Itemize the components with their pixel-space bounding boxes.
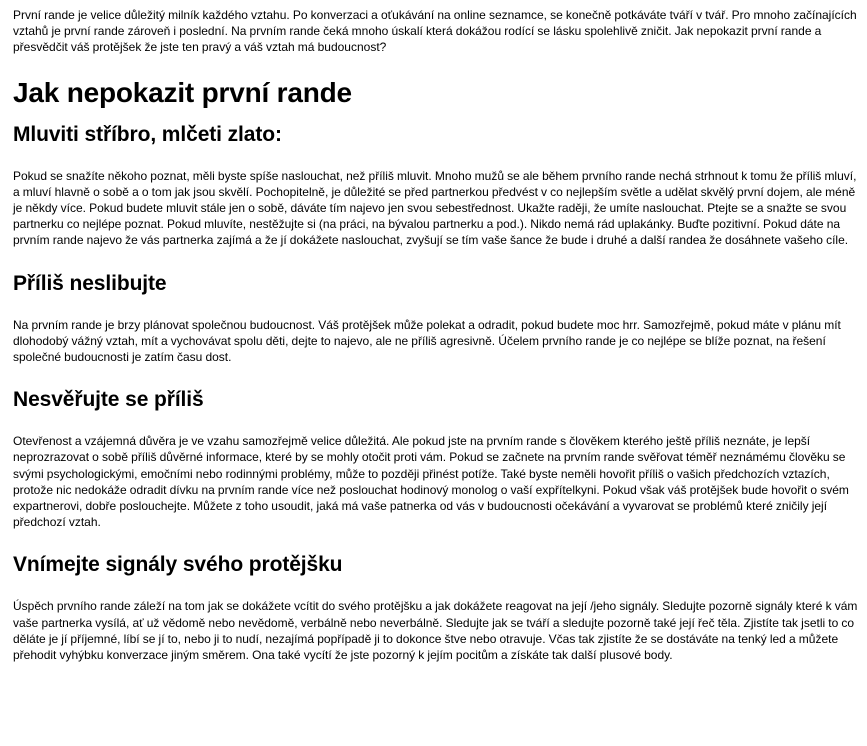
intro-paragraph: První rande je velice důležitý milník každého vztahu. Po konverzaci a oťukávání na online seznamce, se konečně potkáváte tváří v tvář. Pro mnoho začínajících vztahů je první rande zároveň i poslední. Na prvním rande čeká mnoho úskalí která dokážou rodící se lásku spolehlivě zničit. Jak nepokazit první rande a přesvědčit váš protějšek že jste ten pravý a váš vztah má budoucnost? bbox=[13, 8, 857, 55]
section-paragraph: Na prvním rande je brzy plánovat společnou budoucnost. Váš protějšek může polekat a odradit, pokud budete moc hrr. Samozřejmě, pokud máte v plánu mít dlohodobý vážný vztah, mít a vychovávat spolu děti, dejte to najevo, ale ne příliš agresivně. Účelem prvního rande je co nejlépe se blíže poznat, na řešení společné budoucnosti je zatím času dost. bbox=[13, 317, 841, 365]
section-confiding bbox=[13, 387, 859, 530]
section-heading: Mluviti stříbro, mlčeti zlato: bbox=[13, 122, 282, 146]
section-signals bbox=[13, 552, 859, 663]
section-heading: Příliš neslibujte bbox=[13, 271, 167, 295]
section-listening bbox=[13, 122, 859, 249]
section-promises bbox=[13, 271, 859, 366]
page-title: Jak nepokazit první rande bbox=[13, 76, 352, 108]
section-paragraph: Úspěch prvního rande záleží na tom jak se dokážete vcítit do svého protějšku a jak dokážete reagovat na její /jeho signály. Sledujte pozorně signály které k vám vaše partnerka vysílá, ať už vědomě nebo nevědomě, verbálně nebo neverbálně. Sledujte jak se tváří a sledujte pozorně také její řeč těla. Zjistíte tak jsetli to co děláte je jí příjemné, líbí se jí to, nebo ji to nudí, nezajímá popřípadě ji to dokonce štve nebo otravuje. Včas tak zjistíte že se dostáváte na tenký led a můžete přehodit vyhýbku konverzace jiným směrem. Ona také vycítí že jste pozorný k jejím pocitům a získáte tak další plusové body. bbox=[13, 599, 858, 663]
section-paragraph: Otevřenost a vzájemná důvěra je ve vzahu samozřejmě velice důležitá. Ale pokud jste na prvním rande s člověkem kterého ještě příliš neznáte, je lepší neprozrazovat o sobě příliš důvěrné informace, které by se mohly otočit proti vám. Pokud se začnete na prvním rande svěřovat téměř neznámému člověku se svými psychologickými, emočními nebo rodinnými problémy, může to později přinést potíže. Také byste neměli hovořit příliš o vašich předchozích vztazích, protože nic nedokáže odradit dívku na prvním rande více než poslouchat hodinový monolog o vaší expřítelkyni. Pokud však váš protějšek bude hovořit o svém expartnerovi, dobře poslouchejte. Můžete z toho usoudit, jaká má vaše patnerka od vás v budoucnosti očekávání a vyvarovat se problémů které zničily její předchozí vztah. bbox=[13, 434, 849, 530]
section-heading: Vnímejte signály svého protějšku bbox=[13, 553, 343, 577]
section-paragraph: Pokud se snažíte někoho poznat, měli byste spíše naslouchat, než příliš mluvit. Mnoho mužů se ale během prvního rande nechá strhnout k tomu že příliš mluví, a mluví hlavně o sobě a o tom jak jsou skvělí. Pochopitelně, je důležité se před partnerkou předvést v co nejlepším světle a udělat skvělý první dojem, ale méně je někdy více. Pokud budete mluvit stále jen o sobě, dáváte tím najevo jen svou sebestřednost. Ukažte raději, že umíte naslouchat. Ptejte se a snažte se svou partnerku co nejlépe poznat. Pokud mluvíte, nestěžujte si (na práci, na bývalou partnerku a pod.). Nikdo nemá rád uplakánky. Buďte pozitivní. Pokud dáte na prvním rande najevo že vás partnerka zajímá a že jí dokážete naslouchat, zvyšují se tím vaše šance že bude i druhé a další randea že dosáhnete vašeho cíle. bbox=[13, 168, 857, 248]
document bbox=[13, 7, 859, 663]
section-heading: Nesvěřujte se příliš bbox=[13, 388, 204, 412]
